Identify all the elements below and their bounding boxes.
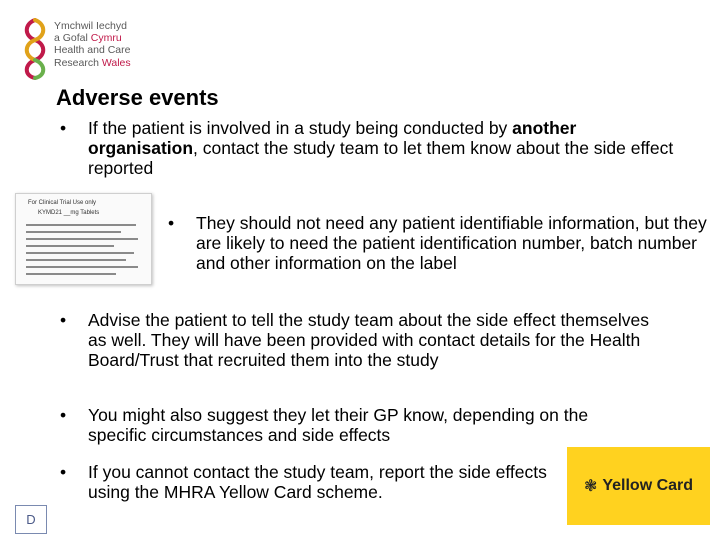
- logo-line: Health and Care: [54, 44, 131, 57]
- logo: [20, 18, 160, 80]
- card-label-code: KYMD21 __mg Tablets: [38, 210, 100, 216]
- footer-badge: D: [15, 505, 47, 534]
- card-label-header: For Clinical Trial Use only: [28, 200, 97, 206]
- bullet-dot: •: [60, 405, 67, 425]
- yellow-card-crown-icon: ❃: [583, 478, 598, 495]
- bullet-dot: •: [60, 118, 67, 138]
- bullet-gp: • You might also suggest they let their GP know, depending on the specific circumstances and side effects: [60, 405, 589, 445]
- logo-line: a Gofal Cymru: [54, 32, 122, 45]
- bullet-dot: •: [60, 462, 67, 482]
- logo-line: Ymchwil Iechyd: [54, 20, 127, 32]
- bullet-yellow-card: • If you cannot contact the study team, report the side effects using the MHRA Yellow Card scheme.: [60, 462, 547, 502]
- health-care-research-wales-logo-icon: [20, 18, 50, 80]
- logo-text: [54, 20, 131, 69]
- logo-line: Research Wales: [54, 56, 131, 69]
- yellow-card-logo: [567, 447, 710, 525]
- slide-title: Adverse events: [56, 85, 219, 110]
- bullet-dot: •: [168, 213, 175, 233]
- clinical-trial-label-image: [15, 193, 152, 285]
- bullet-other-organisation: • If the patient is involved in a study being conducted by another organisation, contact the study team to let them know about the side effect reported: [60, 118, 674, 178]
- bullet-dot: •: [60, 310, 67, 330]
- bullet-advise-patient: • Advise the patient to tell the study team about the side effect themselves as well. They will have been provided with contact details for the Health Board/Trust that recruited them into the study: [60, 310, 649, 370]
- bullet-patient-information: • They should not need any patient identifiable information, but they are likely to need the patient identification number, batch number and other information on the label: [168, 213, 707, 273]
- yellow-card-text: Yellow Card: [602, 477, 694, 494]
